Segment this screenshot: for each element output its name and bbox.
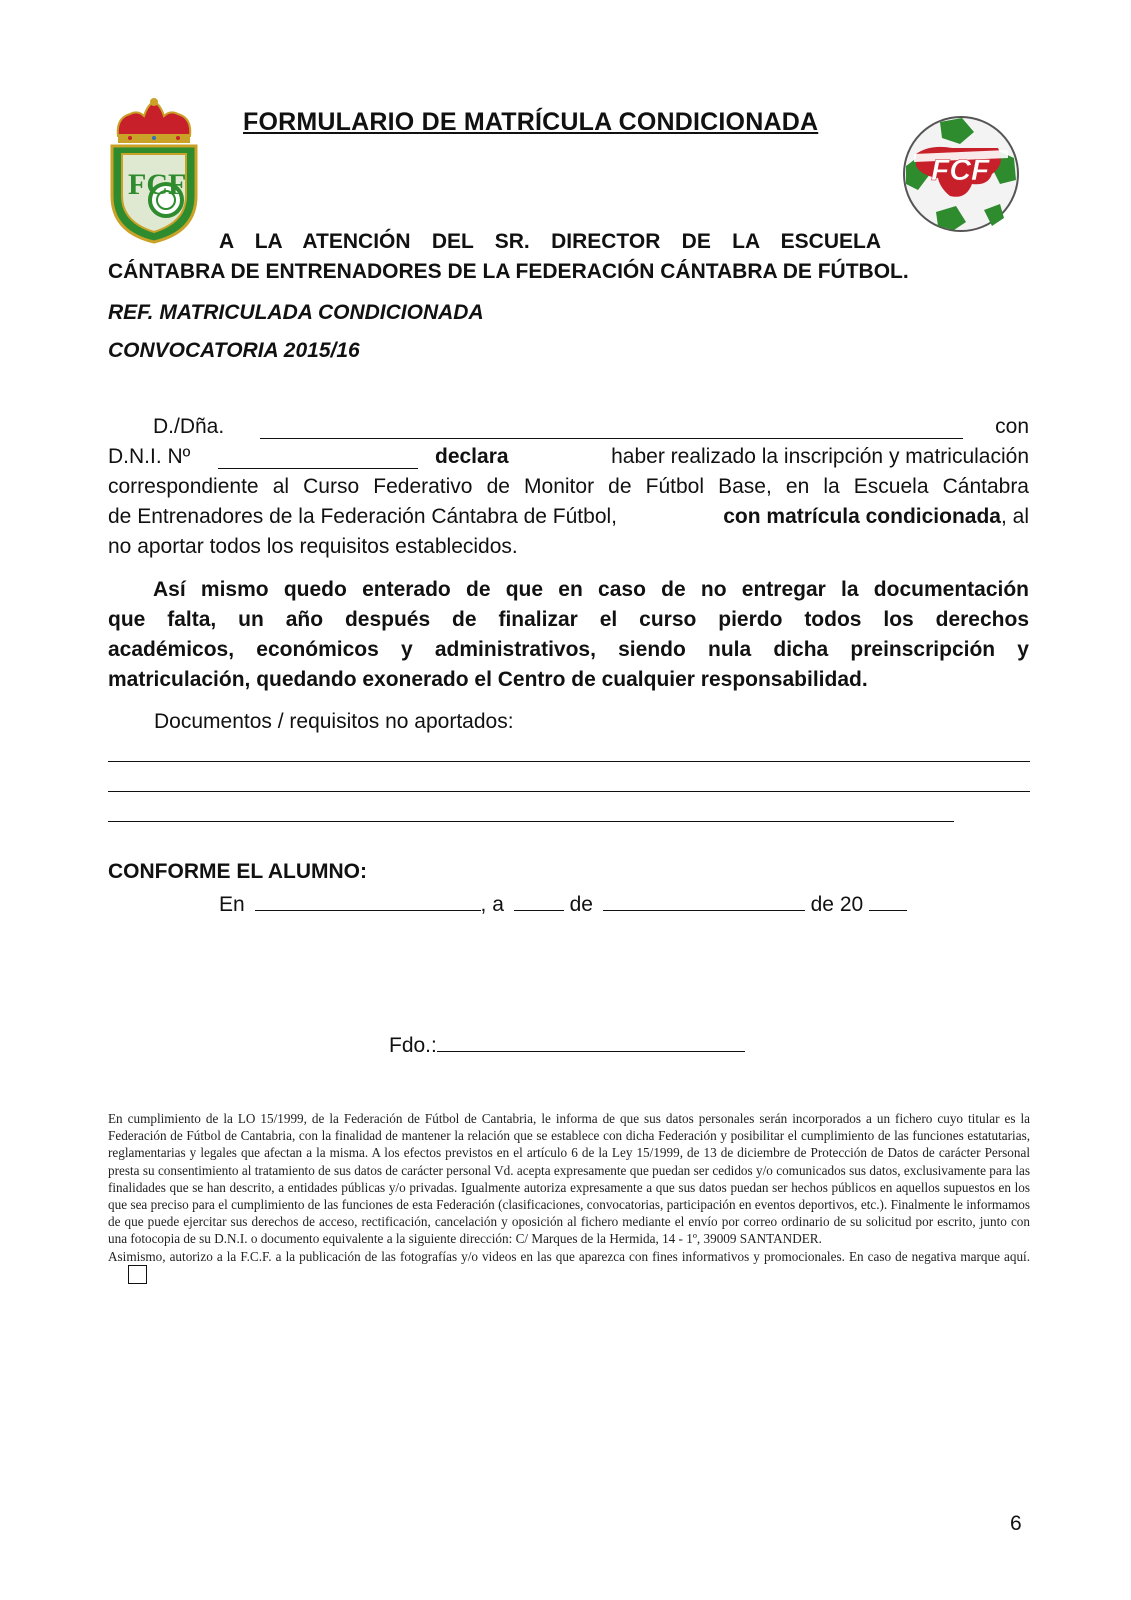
documents-label: Documentos / requisitos no aportados: bbox=[154, 710, 514, 733]
de-label: de bbox=[569, 893, 593, 916]
page-title: FORMULARIO DE MATRÍCULA CONDICIONADA bbox=[243, 108, 819, 136]
notice-line-4: matriculación, quedando exonerado el Centro de cualquier responsabilidad. bbox=[108, 668, 868, 691]
en-label: En bbox=[219, 893, 245, 916]
photo-consent-checkbox[interactable] bbox=[128, 1265, 147, 1284]
month-field[interactable] bbox=[603, 910, 805, 911]
legal-paragraph-2-text: Asimismo, autorizo a la F.C.F. a la publicación de las fotografías y/o videos en las que aparezca con fines informativos y promocionales. En caso de negativa marque aquí. bbox=[108, 1248, 1030, 1264]
notice-paragraph bbox=[108, 575, 1029, 695]
documents-line-2[interactable] bbox=[108, 791, 1030, 792]
conforme-label: CONFORME EL ALUMNO: bbox=[108, 860, 367, 883]
declaration-line-4-start: de Entrenadores de la Federación Cántabra de Fútbol, bbox=[108, 505, 617, 528]
signature-field[interactable] bbox=[437, 1051, 745, 1052]
place-date-row bbox=[219, 893, 907, 917]
day-field[interactable] bbox=[514, 910, 564, 911]
name-field[interactable] bbox=[260, 438, 963, 439]
place-field[interactable] bbox=[255, 910, 481, 911]
attention-line-2: CÁNTABRA DE ENTRENADORES DE LA FEDERACIÓN CÁNTABRA DE FÚTBOL. bbox=[108, 260, 909, 283]
reference: REF. MATRICULADA CONDICIONADA bbox=[108, 301, 484, 324]
fdo-label: Fdo.: bbox=[389, 1034, 437, 1057]
declaration-line-2: haber realizado la inscripción y matriculación bbox=[611, 445, 1029, 468]
declaration-line-4-end: , al bbox=[1000, 505, 1029, 528]
a-label: , a bbox=[480, 893, 504, 916]
dni-field[interactable] bbox=[218, 468, 418, 469]
documents-line-3[interactable] bbox=[108, 821, 954, 822]
fcf-ball-logo bbox=[900, 114, 1022, 234]
con-text: con bbox=[995, 415, 1029, 438]
logo-right-text: FCF bbox=[931, 154, 990, 187]
de20-label: de 20 bbox=[810, 893, 864, 916]
attention-line-1: A LA ATENCIÓN DEL SR. DIRECTOR DE LA ESCUELA bbox=[219, 230, 881, 253]
dni-label: D.N.I. Nº bbox=[108, 445, 191, 468]
notice-line-1: Así mismo quedo enterado de que en caso de no entregar la documentación bbox=[153, 578, 1029, 601]
crown-icon bbox=[118, 98, 191, 143]
notice-line-3: académicos, económicos y administrativos, siendo nula dicha preinscripción y bbox=[108, 638, 1029, 661]
name-label: D./Dña. bbox=[153, 415, 225, 438]
logo-left-text: FCF bbox=[128, 168, 187, 201]
declaration-line-3: correspondiente al Curso Federativo de Monitor de Fútbol Base, en la Escuela Cántabra bbox=[108, 475, 1029, 498]
legal-paragraph-2 bbox=[108, 1248, 1030, 1284]
page-number: 6 bbox=[1010, 1512, 1022, 1535]
notice-line-2: que falta, un año después de finalizar el curso pierdo todos los derechos bbox=[108, 608, 1029, 631]
declaration-paragraph bbox=[108, 412, 1029, 562]
year-field[interactable] bbox=[869, 910, 907, 911]
declaration-line-5: no aportar todos los requisitos establecidos. bbox=[108, 535, 518, 558]
convocatoria: CONVOCATORIA 2015/16 bbox=[108, 339, 360, 362]
signature-row bbox=[389, 1034, 745, 1058]
fcf-crest-logo bbox=[108, 96, 200, 244]
declara-text: declara bbox=[435, 445, 509, 468]
declaration-line-4-bold: con matrícula condicionada bbox=[723, 505, 1001, 528]
documents-line-1[interactable] bbox=[108, 761, 1030, 762]
legal-paragraph-1: En cumplimiento de la LO 15/1999, de la Federación de Fútbol de Cantabria, le informa de que sus datos personales serán incorporados a un fichero cuyo titular es la Federación de Fútbol de Cantabria, con la finalidad de mantener la relación que se establece con dicha Federación y posibilitar el cumplimiento de las funciones estatutarias, reglamentarias y legales que afectan a la misma. A los efectos previstos en el artículo 6 de la Ley 15/1999, de 13 de diciembre de Protección de Datos de carácter Personal presta su consentimiento al tratamiento de sus datos de carácter personal Vd. acepta expresamente que puedan ser cedidos y/o comunicados sus datos, exclusivamente para las finalidades que se han descrito, a entidades públicas y/o privadas. Igualmente autoriza expresamente a que sus datos puedan ser hechos públicos en aquellos supuestos en los que sea preciso para el cumplimiento de las funciones de esta Federación (clasificaciones, convocatorias, participación en eventos deportivos, etc.). Finalmente le informamos de que puede ejercitar sus derechos de acceso, rectificación, cancelación y oposición al fichero mediante el envío por correo ordinario de su solicitud por escrito, junto con una fotocopia de su D.N.I. o documento equivalente a la siguiente dirección: C/ Marques de la Hermida, 14 - 1º, 39009 SANTANDER. bbox=[108, 1111, 1030, 1247]
legal-notice bbox=[108, 1110, 1030, 1284]
